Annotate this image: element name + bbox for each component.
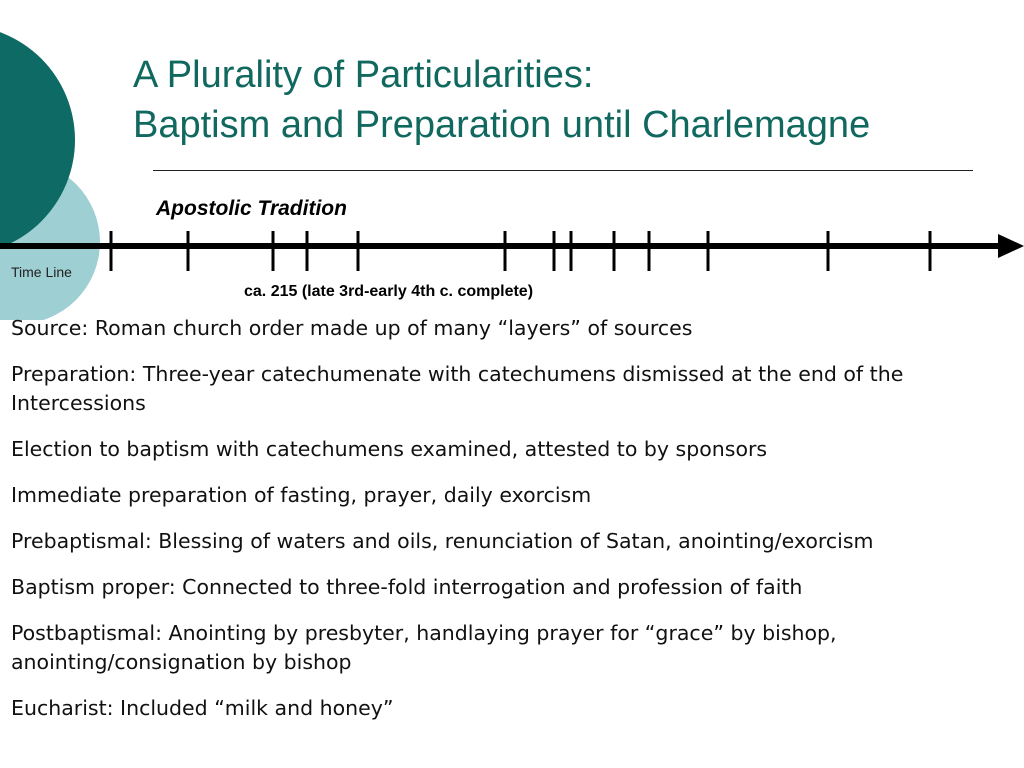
bullet-item-immediate-preparation: Immediate preparation of fasting, prayer, daily exorcism bbox=[11, 483, 592, 507]
title-divider bbox=[153, 170, 973, 171]
bullet-item-preparation: Preparation: Three-year catechumenate with catechumens dismissed at the end of the Intercessions bbox=[11, 362, 904, 415]
bullet-item-election: Election to baptism with catechumens examined, attested to by sponsors bbox=[11, 437, 768, 461]
timeline-axis-caption: Time Line bbox=[11, 264, 72, 280]
bullet-item-baptism-proper: Baptism proper: Connected to three-fold interrogation and profession of faith bbox=[11, 575, 803, 599]
timeline-arrowhead bbox=[998, 234, 1024, 258]
slide-title bbox=[133, 50, 870, 150]
bullet-item-source: Source: Roman church order made up of many “layers” of sources bbox=[11, 316, 693, 340]
bullet-item-eucharist: Eucharist: Included “milk and honey” bbox=[11, 696, 394, 720]
bullet-item-postbaptismal: Postbaptismal: Anointing by presbyter, handlaying prayer for “grace” by bishop, anointing/consignation by bishop bbox=[11, 621, 837, 674]
title-line-1: A Plurality of Particularities: bbox=[133, 54, 594, 96]
title-line-2: Baptism and Preparation until Charlemagne bbox=[133, 104, 871, 146]
bullet-list bbox=[11, 314, 1019, 740]
timeline-date-note: ca. 215 (late 3rd-early 4th c. complete) bbox=[244, 283, 534, 300]
timeline-label: Apostolic Tradition bbox=[156, 197, 347, 220]
timeline bbox=[0, 225, 1024, 275]
bullet-item-prebaptismal: Prebaptismal: Blessing of waters and oils, renunciation of Satan, anointing/exorcism bbox=[11, 529, 874, 553]
